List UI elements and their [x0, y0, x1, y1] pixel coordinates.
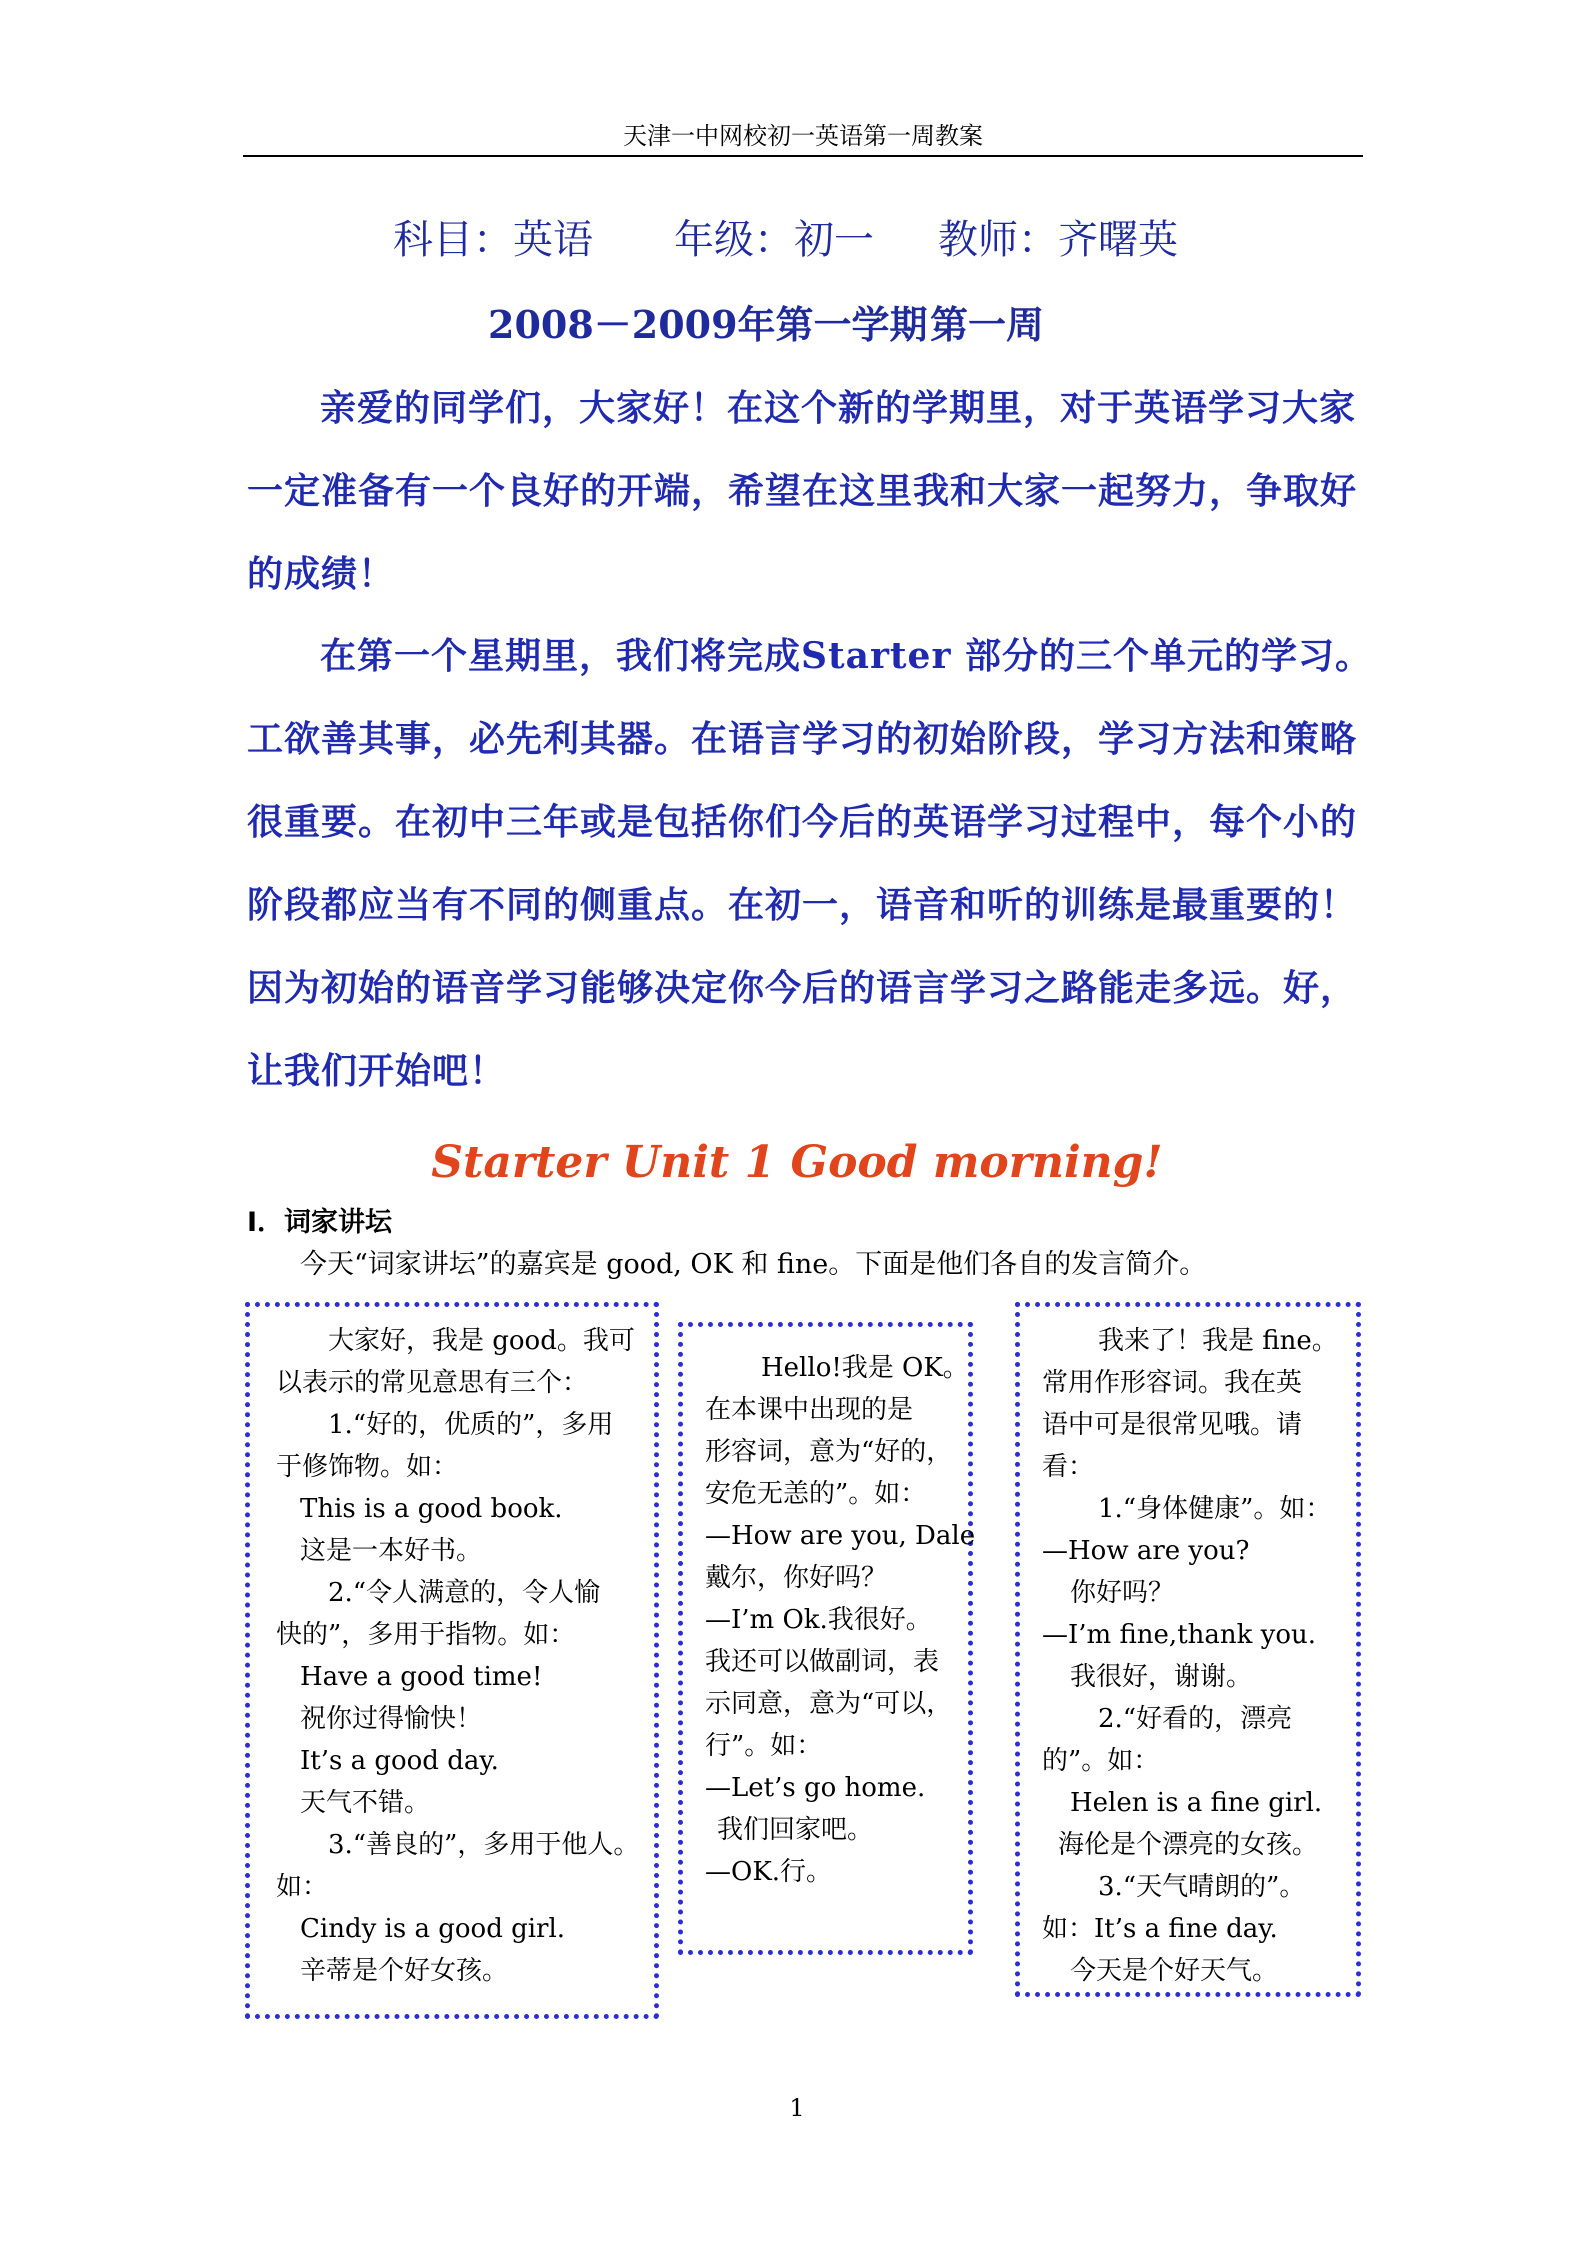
box-line: 行”。如： [705, 1731, 823, 1761]
box-line: 语中可是很常见哦。请 [1042, 1410, 1303, 1440]
box-line: 天气不错。 [300, 1788, 431, 1818]
intro-line: 因为初始的语音学习能够决定你今后的语言学习之路能走多远。好， [247, 967, 1358, 1009]
box-line: 3.“天气晴朗的”。 [1098, 1872, 1306, 1902]
box-line: 安危无恙的”。如： [705, 1479, 927, 1509]
unit-title: Starter Unit 1 Good morning! [431, 1137, 1163, 1188]
box-line: 2.“令人满意的，令人愉 [328, 1578, 601, 1608]
box-line: 2.“好看的，漂亮 [1098, 1704, 1293, 1734]
header-divider [243, 155, 1363, 157]
box-line: 1.“身体健康”。如： [1098, 1494, 1332, 1524]
box-line: —How are you? [1042, 1536, 1250, 1566]
section-heading: I．词家讲坛 [247, 1207, 393, 1238]
term-label: 2008－2009年第一学期 [488, 302, 928, 347]
box-line: Helen is a fine girl. [1070, 1788, 1323, 1818]
ok-word-box [678, 1322, 976, 1955]
box-line: This is a good book. [300, 1494, 563, 1524]
intro-line: 很重要。在初中三年或是包括你们今后的英语学习过程中，每个小的 [247, 801, 1358, 843]
box-line: 如： [276, 1872, 329, 1902]
box-line: 示同意，意为“可以， [705, 1689, 953, 1719]
intro-line: 阶段都应当有不同的侧重点。在初一，语音和听的训练是最重要的！ [247, 884, 1358, 926]
box-line: 常用作形容词。我在英 [1042, 1368, 1303, 1398]
box-line: 今天是个好天气。 [1070, 1956, 1279, 1986]
box-line: 3.“善良的”，多用于他人。 [328, 1830, 640, 1860]
box-line: —OK.行。 [705, 1857, 833, 1887]
box-line: It’s a good day. [300, 1746, 499, 1776]
intro-line: 让我们开始吧！ [247, 1050, 507, 1092]
box-line: 我来了！我是 fine。 [1098, 1326, 1338, 1356]
box-line: 1.“好的，优质的”，多用 [328, 1410, 614, 1440]
box-line: 戴尔，你好吗？ [705, 1563, 888, 1593]
box-line: 你好吗？ [1070, 1578, 1175, 1608]
intro-line: 工欲善其事，必先利其器。在语言学习的初始阶段，学习方法和策略 [247, 718, 1358, 760]
box-line: 的”。如： [1042, 1746, 1160, 1776]
subject-label: 科目：英语 [393, 217, 593, 263]
week-label: 第一周 [930, 302, 1045, 347]
box-line: 形容词，意为“好的， [705, 1437, 953, 1467]
intro-line: 在第一个星期里，我们将完成Starter 部分的三个单元的学习。 [320, 635, 1372, 677]
box-line: 这是一本好书。 [300, 1536, 483, 1566]
box-line: Hello!我是 OK。 [761, 1353, 969, 1383]
box-line: 海伦是个漂亮的女孩。 [1058, 1830, 1319, 1860]
intro-line: 的成绩！ [247, 553, 396, 595]
section-intro: 今天“词家讲坛”的嘉宾是 good, OK 和 fine。下面是他们各自的发言简介。 [300, 1249, 1207, 1280]
box-line: —Let’s go home. [705, 1773, 926, 1803]
box-line: 看： [1042, 1452, 1095, 1482]
box-line: 如：It’s a fine day. [1042, 1914, 1278, 1944]
box-line: Have a good time! [300, 1662, 543, 1692]
page-header: 天津一中网校初一英语第一周教案 [623, 122, 983, 150]
page-number: 1 [789, 2094, 805, 2122]
box-line: —I’m Ok.我很好。 [705, 1605, 932, 1635]
box-line: 辛蒂是个好女孩。 [300, 1956, 509, 1986]
box-line: 快的”，多用于指物。如： [276, 1620, 576, 1650]
box-line: —I’m fine,thank you. [1042, 1620, 1317, 1650]
box-line: 大家好，我是 good。我可 [328, 1326, 635, 1356]
box-line: 祝你过得愉快！ [300, 1704, 483, 1734]
intro-line: 亲爱的同学们，大家好！在这个新的学期里，对于英语学习大家 [320, 387, 1357, 429]
teacher-label: 教师：齐曙英 [938, 217, 1178, 263]
grade-label: 年级：初一 [674, 217, 874, 263]
box-line: 在本课中出现的是 [705, 1395, 914, 1425]
good-word-box [245, 1302, 659, 2019]
box-line: 我很好，谢谢。 [1070, 1662, 1253, 1692]
box-line: 于修饰物。如： [276, 1452, 459, 1482]
box-line: 我们回家吧。 [717, 1815, 874, 1845]
box-line: 我还可以做副词，表 [705, 1647, 940, 1677]
box-line: —How are you, Dale [705, 1521, 976, 1551]
box-line: 以表示的常见意思有三个： [276, 1368, 589, 1398]
intro-line: 一定准备有一个良好的开端，希望在这里我和大家一起努力，争取好 [247, 470, 1358, 512]
box-line: Cindy is a good girl. [300, 1914, 566, 1944]
fine-word-box [1015, 1302, 1361, 1997]
